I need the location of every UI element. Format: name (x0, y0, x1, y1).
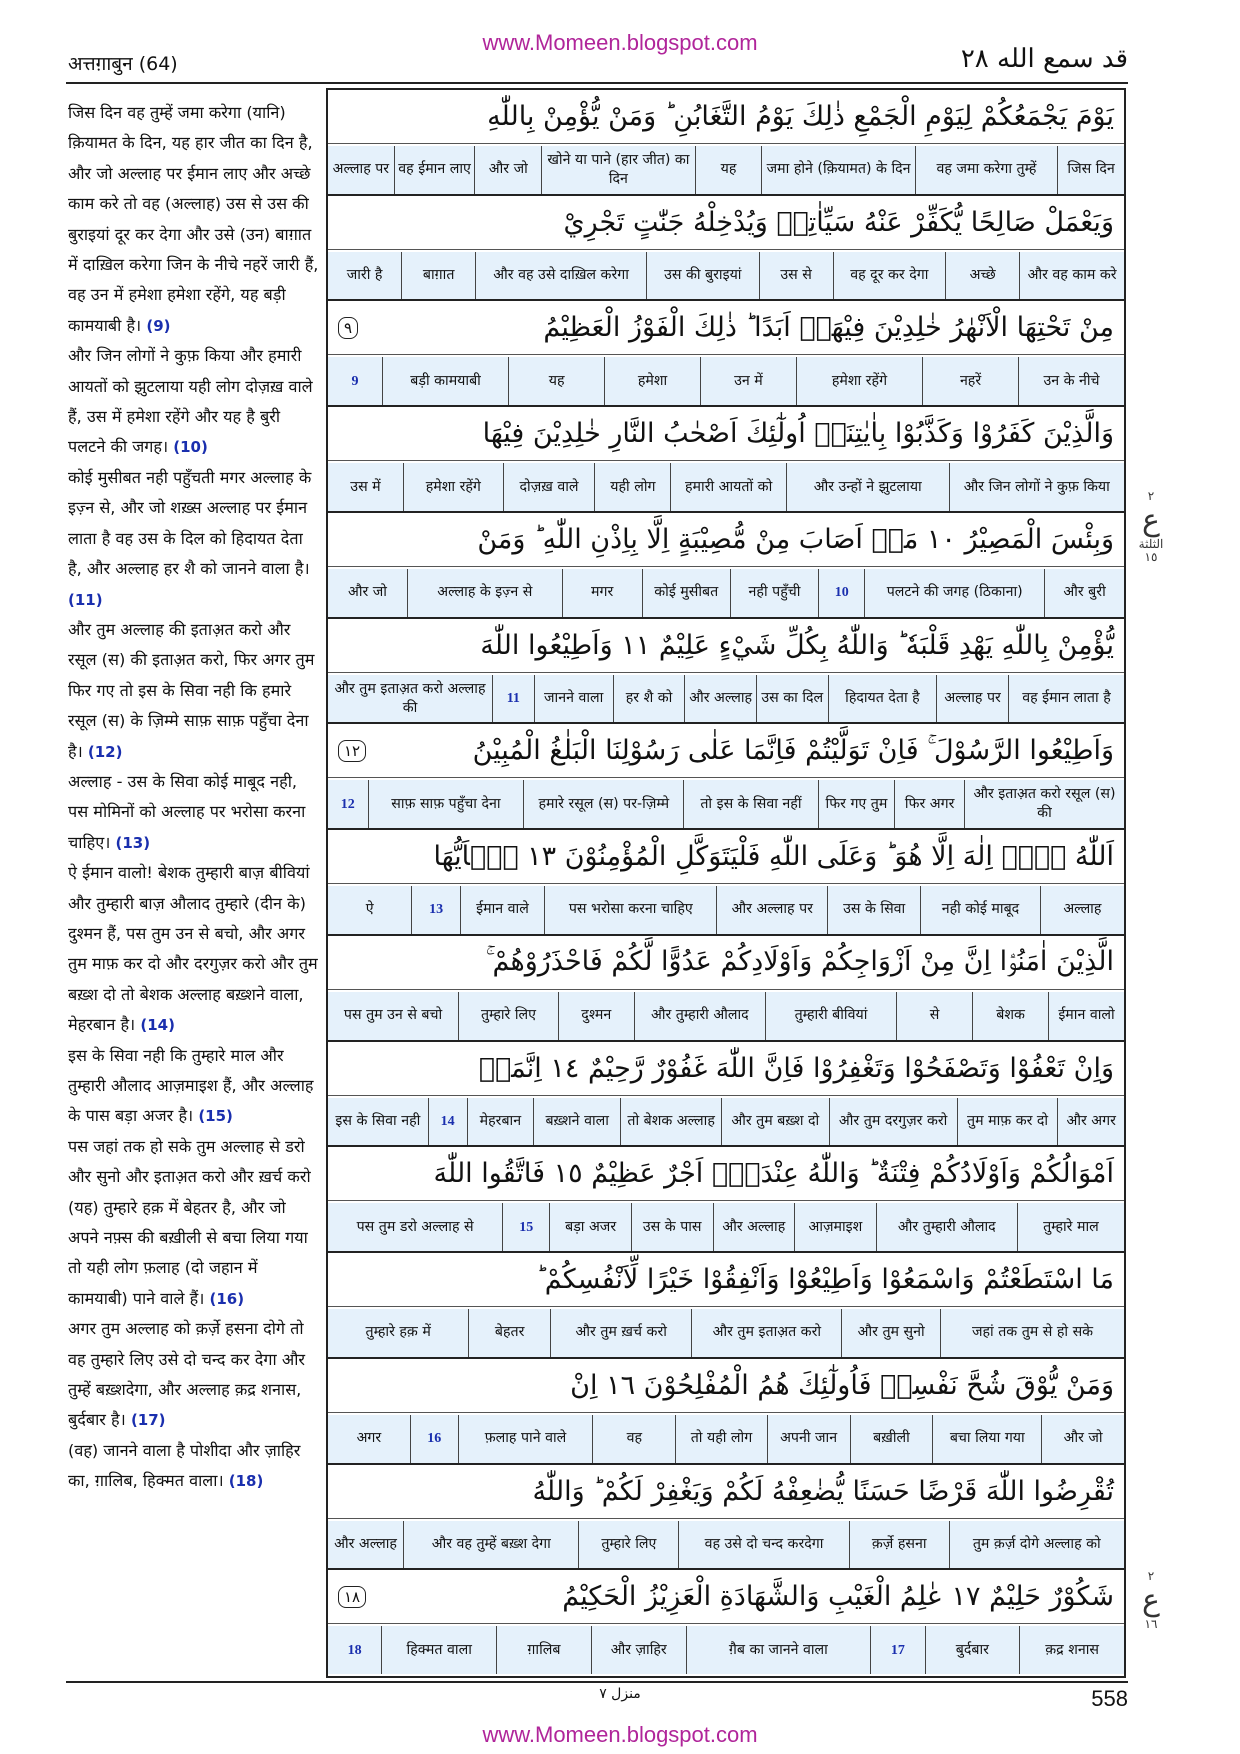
word-cell: बेशक (972, 992, 1048, 1040)
word-translation-row (328, 1521, 1124, 1569)
word-cell: और तुम इताअ़त करो अल्लाह की (334, 680, 486, 716)
word-cell: पस तुम डरो अल्लाह से (356, 1218, 474, 1235)
translation-text: ऐ ईमान वालो! बेशक तुम्हारी बाज़ बीवियां और तुम्हारी बाज़ औलाद तुम्हारे (दीन के) दुश्मन हैं, पस तुम उन से बचो, और अगर तुम माफ़ कर दो और दरगुज़र करो और तुम बख़्श दो तो बेशक अल्लाह बख़्शने वाला, मेहरबान है। (68, 863, 318, 1035)
word-cell: यह (695, 146, 762, 194)
arabic-text: الَّذِيْنَ اٰمَنُوْۤا اِنَّ مِنْ اَزْوَاجِكُمْ وَاَوْلَادِكُمْ عَدُوًّا لَّكُمْ فَاحْذَرُوْهُمْ ۚ (485, 946, 1114, 978)
word-cell: और तुम बख़्श दो (721, 1098, 829, 1146)
word-cell: तुम्हारे लिए (458, 992, 558, 1040)
word-cell: तो यही लोग (675, 1415, 766, 1463)
verse-number-cell: 18 (347, 1642, 362, 1658)
word-cell: बड़ा अजर (549, 1203, 631, 1251)
word-cell: अच्छे (945, 252, 1019, 300)
translation-paragraph (68, 767, 320, 858)
word-cell: तुम माफ़ कर दो (957, 1098, 1058, 1146)
word-cell: बुर्दबार (925, 1626, 1020, 1674)
arabic-text: اَللّٰهُ لَاۤ اِلٰهَ اِلَّا هُوَ ؕ وَعَلَى اللّٰهِ فَلْيَتَوَكَّلِ الْمُؤْمِنُوْنَ ١٣ يٰۤاَيُّهَا (433, 841, 1114, 873)
word-cell: उस की बुराइयां (646, 252, 758, 300)
header-divider (66, 82, 1128, 84)
word-cell: ग़ैब का जानने वाला (686, 1626, 871, 1674)
translation-paragraph (68, 1314, 320, 1436)
page-number: 558 (1091, 1686, 1128, 1711)
verse-number-cell: 11 (492, 675, 534, 723)
verse-block (328, 1253, 1124, 1359)
word-cell: और ज़ाहिर (591, 1626, 686, 1674)
verse-number: (9) (146, 316, 171, 335)
translation-paragraph (68, 615, 320, 767)
verse-block (328, 407, 1124, 513)
word-translation-row (328, 1203, 1124, 1251)
verse-number-cell: 14 (428, 1098, 467, 1146)
word-cell: जहां तक तुम से हो सके (940, 1309, 1124, 1357)
word-cell: तुम्हारे हक़ में (365, 1324, 431, 1341)
arabic-line (328, 1359, 1124, 1413)
verse-number: (18) (228, 1472, 264, 1491)
word-translation-row (328, 357, 1124, 405)
word-cell: तो इस के सिवा नहीं (683, 780, 817, 828)
word-cell: अगर (356, 1430, 382, 1447)
arabic-text: تُقْرِضُوا اللّٰهَ قَرْضًا حَسَنًا يُّضٰعِفْهُ لَكُمْ وَيَغْفِرْ لَكُمْ ؕ وَاللّٰهُ (532, 1475, 1114, 1507)
verse-number: (17) (130, 1411, 166, 1430)
verse-number: (11) (68, 590, 103, 609)
word-cell: और जिन लोगों ने कुफ़ किया (949, 463, 1124, 511)
translation-paragraph (68, 98, 320, 341)
word-cell: नही कोई माबूद (920, 886, 1040, 934)
word-cell: अल्लाह पर (936, 675, 1008, 723)
word-cell: दुश्मन (558, 992, 634, 1040)
word-cell: अल्लाह पर (332, 161, 390, 178)
arabic-line (328, 1042, 1124, 1096)
word-cell: आज़माइश (794, 1203, 876, 1251)
top-url[interactable]: www.Momeen.blogspot.com (482, 30, 758, 55)
ruku-glyph: ع (1142, 503, 1160, 538)
word-cell: उन के नीचे (1018, 357, 1124, 405)
word-translation-row (328, 992, 1124, 1040)
word-cell: जमा होने (क़ियामत) के दिन (761, 146, 914, 194)
word-cell: तुम क़र्ज़ दोगे अल्लाह को (949, 1521, 1124, 1569)
juz-title: قد سمع الله ٢٨ (960, 44, 1128, 74)
word-cell: वह जमा करेगा तुम्हें (915, 146, 1057, 194)
word-cell: हिक्मत वाला (381, 1626, 496, 1674)
arabic-line (328, 830, 1124, 884)
word-translation-row (328, 1098, 1124, 1146)
word-cell: और तुम इताअ़त करो (691, 1309, 841, 1357)
translation-paragraph (68, 341, 320, 463)
arabic-text: مَا اسْتَطَعْتُمْ وَاسْمَعُوْا وَاَطِيْعُوْا وَاَنْفِقُوْا خَيْرًا لِّاَنْفُسِكُمْ ؕ (536, 1264, 1114, 1296)
translation-text: और जिन लोगों ने कुफ़ किया और हमारी आयतों को झुटलाया यही लोग दोज़ख़ वाले हैं, उस में हमेशा रहेंगे और यह है बुरी पलटने की जगह। (68, 346, 313, 457)
word-translation-row (328, 886, 1124, 934)
word-cell: वह ईमान लाता है (1008, 675, 1124, 723)
translation-paragraph (68, 463, 320, 615)
verse-block (328, 936, 1124, 1042)
word-cell: हमेशा रहेंगे (796, 357, 922, 405)
word-cell: और अल्लाह (713, 1203, 795, 1251)
word-cell: वह (592, 1415, 675, 1463)
ayah-marker: ١٨ (338, 1586, 366, 1608)
word-cell: उस के पास (631, 1203, 713, 1251)
word-cell: पस तुम उन से बचो (343, 1007, 443, 1024)
word-cell: और वह काम करे (1019, 252, 1124, 300)
word-cell: हमारी आयतों को (670, 463, 785, 511)
ayah-marker: ١٢ (338, 740, 366, 762)
word-cell: साफ़ साफ़ पहुँचा देना (368, 780, 524, 828)
word-cell: और अल्लाह (334, 1535, 397, 1552)
arabic-text: وَيَعْمَلْ صَالِحًا يُّكَفِّرْ عَنْهُ سَيِّاٰتِهٖ وَيُدْخِلْهُ جَنّٰتٍ تَجْرِيْ (563, 206, 1114, 238)
word-cell: उन में (700, 357, 796, 405)
verse-number: (15) (198, 1107, 233, 1126)
word-translation-row (328, 1415, 1124, 1463)
word-cell: नहरें (922, 357, 1018, 405)
footer-divider (66, 1681, 1128, 1683)
verse-number: (14) (140, 1016, 175, 1035)
arabic-line (328, 619, 1124, 673)
translation-text: अगर तुम अल्लाह को क़र्ज़े हसना दोगे तो वह तुम्हारे लिए उसे दो चन्द कर देगा और तुम्हें बख़्शदेगा, और अल्लाह क़द्र शनास, बुर्दबार है। (68, 1319, 306, 1430)
word-cell: और अगर (1057, 1098, 1124, 1146)
ruku-label: الثلثة (1138, 537, 1164, 551)
word-cell: और वह उसे दाख़िल करेगा (475, 252, 646, 300)
word-cell: फिर गए तुम (818, 780, 895, 828)
word-cell: उस से (759, 252, 833, 300)
word-translation-row (328, 463, 1124, 511)
verse-number: (12) (87, 742, 123, 761)
arabic-line (328, 1465, 1124, 1519)
word-translation-row (328, 146, 1124, 194)
verse-block (328, 513, 1124, 619)
word-cell: तुम्हारे लिए (578, 1521, 678, 1569)
verse-number-cell: 9 (351, 373, 359, 389)
verse-block (328, 830, 1124, 936)
arabic-text: وَاِنْ تَعْفُوْا وَتَصْفَحُوْا وَتَغْفِرُوْا فَاِنَّ اللّٰهَ غَفُوْرٌ رَّحِيْمٌ ١٤ اِنَّمَاۤ (478, 1052, 1114, 1084)
ruku-bottom: ١٥ (1144, 550, 1158, 564)
arabic-line (328, 1147, 1124, 1201)
word-cell: हर शै को (613, 675, 685, 723)
arabic-line (328, 407, 1124, 461)
word-cell: हमेशा रहेंगे (403, 463, 503, 511)
word-cell: अल्लाह के इज़्न से (407, 569, 562, 617)
word-cell: और तुम सुनो (841, 1309, 940, 1357)
word-cell: बड़ी कामयाबी (382, 357, 508, 405)
verse-number-cell: 13 (411, 886, 460, 934)
verse-block (328, 1042, 1124, 1148)
arabic-text: اَمْوَالُكُمْ وَاَوْلَادُكُمْ فِتْنَةٌ ؕ وَاللّٰهُ عِنْدَهٗۤ اَجْرٌ عَظِيْمٌ ١٥ فَاتَّقُوا اللّٰهَ (433, 1158, 1114, 1190)
word-cell: हमारे रसूल (स) पर-ज़िम्मे (523, 780, 683, 828)
ayah-marker: ٩ (338, 317, 358, 339)
verse-block (328, 1359, 1124, 1465)
word-cell: और तुम्हारी औलाद (876, 1203, 1017, 1251)
verse-block (328, 1570, 1124, 1676)
word-cell: और वह तुम्हें बख़्श देगा (403, 1521, 578, 1569)
verse-block (328, 1147, 1124, 1253)
word-cell: से (896, 992, 972, 1040)
word-cell: पस भरोसा करना चाहिए (544, 886, 716, 934)
word-cell: कोई मुसीबत (642, 569, 730, 617)
arabic-text: وَاَطِيْعُوا الرَّسُوْلَ ۚ فَاِنْ تَوَلَّيْتُمْ فَاِنَّمَا عَلٰى رَسُوْلِنَا الْبَلٰغُ الْمُبِيْنُ (472, 734, 1114, 766)
word-cell: हमेशा (604, 357, 700, 405)
word-cell: यही लोग (594, 463, 670, 511)
word-translation-row (328, 1626, 1124, 1674)
word-cell: और तुम्हारी औलाद (634, 992, 765, 1040)
verse-number: (10) (173, 438, 208, 457)
word-cell: बख़ीली (850, 1415, 933, 1463)
word-cell: और इताअ़त करो रसूल (स) की (964, 780, 1124, 828)
word-cell: जानने वाला (534, 675, 613, 723)
quran-panel (326, 88, 1126, 1678)
verse-number: (16) (209, 1289, 245, 1308)
word-cell: नही पहुँची (730, 569, 818, 617)
word-cell: पलटने की जगह (ठिकाना) (864, 569, 1044, 617)
translation-paragraph (68, 1132, 320, 1314)
arabic-text: يُّؤْمِنْ بِاللّٰهِ يَهْدِ قَلْبَهٗ ؕ وَاللّٰهُ بِكُلِّ شَيْءٍ عَلِيْمٌ ١١ وَاَطِيْعُوا اللّٰهَ (480, 629, 1114, 661)
word-cell: और उन्हों ने झुटलाया (786, 463, 949, 511)
verse-block (328, 301, 1124, 407)
word-cell: और बुरी (1044, 569, 1124, 617)
arabic-line (328, 90, 1124, 144)
word-cell: और जो (474, 146, 541, 194)
verse-number-cell: 10 (818, 569, 864, 617)
arabic-line (328, 196, 1124, 250)
translation-paragraph (68, 858, 320, 1040)
word-cell: बाग़ात (401, 252, 475, 300)
word-cell: अल्लाह (1040, 886, 1124, 934)
translation-paragraph (68, 1041, 320, 1132)
translation-text: कोई मुसीबत नही पहुँचती मगर अल्लाह के इज़्न से, और जो शख़्स अल्लाह पर ईमान लाता है वह उस के दिल को हिदायत देता है, और अल्लाह हर शै को जानने वाला है। (68, 467, 312, 579)
translation-text: जिस दिन वह तुम्हें जमा करेगा (यानि) क़ियामत के दिन, यह हार जीत का दिन है, और जो अल्लाह पर ईमान लाए और अच्छे काम करे तो वह (अल्लाह) उस से उस की बुराइयां दूर कर देगा और उसे (उन) बाग़ात में दाख़िल करेगा जिन के नीचे नहरें जारी हैं, वह उन में हमेशा हमेशा रहेंगे, यह बड़ी कामयाबी है। (68, 103, 319, 335)
word-cell: बेहतर (468, 1309, 550, 1357)
translation-text: इस के सिवा नही कि तुम्हारे माल और तुम्हारी औलाद आज़माइश हैं, और अल्लाह के पास बड़ा अजर है। (68, 1045, 314, 1126)
word-cell: बचा लिया गया (932, 1415, 1041, 1463)
translation-paragraph (68, 1436, 320, 1497)
ruku-top: ٢ (1147, 489, 1155, 503)
verse-number-cell: 16 (410, 1415, 458, 1463)
verse-block (328, 1465, 1124, 1571)
arabic-text: مِنْ تَحْتِهَا الْاَنْهٰرُ خٰلِدِيْنَ فِيْهَاۤ اَبَدًا ؕ ذٰلِكَ الْفَوْزُ الْعَظِيْمُ (543, 312, 1114, 344)
word-cell: वह दूर कर देगा (833, 252, 945, 300)
arabic-line (328, 513, 1124, 567)
arabic-line (328, 301, 1124, 355)
ruku-mark-2 (1132, 1570, 1170, 1631)
word-cell: बख़्शने वाला (533, 1098, 620, 1146)
verse-number-cell: 17 (870, 1626, 924, 1674)
word-cell: ऐ (365, 901, 374, 918)
word-cell: और जो (347, 584, 387, 601)
word-cell: तुम्हारे माल (1017, 1203, 1124, 1251)
ruku-bottom: ١٦ (1144, 1617, 1158, 1631)
word-cell: दोज़ख़ वाले (503, 463, 595, 511)
arabic-line (328, 936, 1124, 990)
arabic-text: وَمَنْ يُّوْقَ شُحَّ نَفْسِهٖ فَاُولٰٓئِكَ هُمُ الْمُفْلِحُوْنَ ١٦ اِنْ (570, 1369, 1114, 1401)
verse-block (328, 619, 1124, 725)
word-cell: और जो (1041, 1415, 1124, 1463)
word-translation-row (328, 780, 1124, 828)
word-translation-row (328, 1309, 1124, 1357)
arabic-line (328, 724, 1124, 778)
word-cell: फिर अगर (894, 780, 964, 828)
word-cell: खोने या पाने (हार जीत) का दिन (541, 146, 694, 194)
verse-block (328, 724, 1124, 830)
ruku-glyph: ع (1142, 1583, 1160, 1618)
word-translation-row (328, 252, 1124, 300)
arabic-line (328, 1253, 1124, 1307)
verse-block (328, 196, 1124, 302)
manzil-label: منزل ٧ (599, 1686, 641, 1702)
word-translation-row (328, 569, 1124, 617)
word-cell: और तुम दरगुज़र करो (829, 1098, 957, 1146)
verse-number-cell: 12 (340, 796, 355, 812)
word-cell: क़र्ज़े हसना (849, 1521, 949, 1569)
word-cell: ग़ालिब (496, 1626, 591, 1674)
word-cell: और तुम ख़र्च करो (550, 1309, 691, 1357)
arabic-line (328, 1570, 1124, 1624)
arabic-text: وَبِئْسَ الْمَصِيْرُ ١٠ مَاۤ اَصَابَ مِنْ مُّصِيْبَةٍ اِلَّا بِاِذْنِ اللّٰهِ ؕ وَمَنْ (477, 523, 1114, 555)
word-cell: इस के सिवा नही (335, 1112, 421, 1129)
word-cell: मेहरबान (467, 1098, 534, 1146)
arabic-text: يَوْمَ يَجْمَعُكُمْ لِيَوْمِ الْجَمْعِ ذٰلِكَ يَوْمُ التَّغَابُنِ ؕ وَمَنْ يُّؤْمِنْ بِاللّٰهِ (487, 101, 1114, 132)
word-cell: उस का दिल (756, 675, 828, 723)
word-cell: तुम्हारी बीवियां (765, 992, 896, 1040)
word-cell: उस में (350, 478, 381, 495)
translation-text: (वह) जानने वाला है पोशीदा और ज़ाहिर का, ग़ालिब, हिक्मत वाला। (68, 1440, 301, 1491)
arabic-text: شَكُوْرٌ حَلِيْمٌ ١٧ عٰلِمُ الْغَيْبِ وَالشَّهَادَةِ الْعَزِيْزُ الْحَكِيْمُ (562, 1581, 1114, 1613)
word-cell: यह (508, 357, 604, 405)
word-cell: वह ईमान लाए (394, 146, 475, 194)
word-cell: और अल्लाह (684, 675, 756, 723)
word-cell: जिस दिन (1057, 146, 1124, 194)
verse-number: (13) (115, 833, 151, 852)
word-cell: जारी है (346, 267, 383, 284)
word-cell: हिदायत देता है (828, 675, 937, 723)
word-cell: क़द्र शनास (1019, 1626, 1124, 1674)
ruku-top: ٢ (1147, 1569, 1155, 1583)
translation-column (68, 98, 320, 1497)
word-translation-row (328, 675, 1124, 723)
verse-block (328, 90, 1124, 196)
bottom-url[interactable]: www.Momeen.blogspot.com (482, 1722, 758, 1747)
word-cell: तो बेशक अल्लाह (620, 1098, 721, 1146)
word-cell: अपनी जान (767, 1415, 850, 1463)
word-cell: फ़लाह पाने वाले (458, 1415, 593, 1463)
translation-text: पस जहां तक हो सके तुम अल्लाह से डरो और सुनो और इताअ़त करो और ख़र्च करो (यह) तुम्हारे हक़ में बेहतर है, और जो अपने नफ़्स की बख़ीली से बचा लिया गया तो यही लोग फ़लाह (दो जहान में कामयाबी) पाने वाले हैं। (68, 1136, 311, 1308)
word-cell: उस के सिवा (827, 886, 920, 934)
word-cell: मगर (562, 569, 642, 617)
arabic-text: وَالَّذِيْنَ كَفَرُوْا وَكَذَّبُوْا بِاٰيٰتِنَاۤ اُولٰٓئِكَ اَصْحٰبُ النَّارِ خٰلِدِيْنَ فِيْهَا (482, 418, 1114, 450)
word-cell: वह उसे दो चन्द करदेगा (678, 1521, 849, 1569)
word-cell: और अल्लाह पर (716, 886, 827, 934)
verse-number-cell: 15 (502, 1203, 549, 1251)
translation-text: और तुम अल्लाह की इताअ़त करो और रसूल (स) की इताअ़त करो, फिर अगर तुम फिर गए तो इस के सिवा नही कि हमारे रसूल (स) के ज़िम्मे साफ़ साफ़ पहुँचा देना है। (68, 619, 315, 761)
word-cell: ईमान वालो (1048, 992, 1124, 1040)
translation-text: अल्लाह - उस के सिवा कोई माबूद नही, पस मोमिनों को अल्लाह पर भरोसा करना चाहिए। (68, 771, 306, 852)
surah-title: अत्तग़ाबुन (64) (68, 53, 178, 75)
ruku-mark-1 (1132, 490, 1170, 564)
word-cell: ईमान वाले (460, 886, 544, 934)
